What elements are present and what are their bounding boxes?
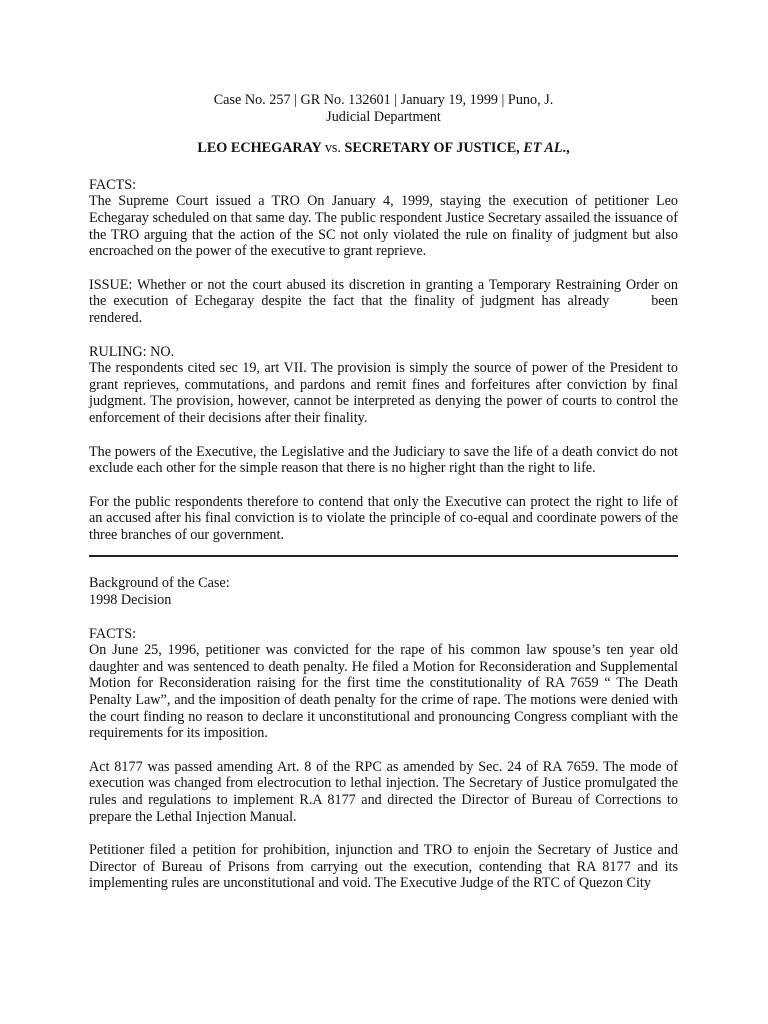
issue-text-b: been rendered. <box>89 293 678 326</box>
case-header <box>89 92 678 157</box>
ruling-paragraph: The respondents cited sec 19, art VII. The provision is simply the source of power of the President to grant reprieves, commutations, and pardons and remit fines and forfeitures after conviction by final judgment. The provision, however, cannot be interpreted as denying the power of courts to control the enforcement of their decisions after their finality. <box>89 360 678 426</box>
act-paragraph: Act 8177 was passed amending Art. 8 of the RPC as amended by Sec. 24 of RA 7659. The mode of execution was changed from electrocution to lethal injection. The Secretary of Justice promulgated the rules and regulations to implement R.A 8177 and directed the Director of Bureau of Corrections to prepare the Lethal Injection Manual. <box>89 758 678 825</box>
et-al: ET AL <box>523 140 563 157</box>
issue-text-a: ISSUE: Whether or not the court abused its discretion in granting a Temporary Restraining Order on the execution of Echegaray despite the fact that the finality of judgment has already <box>89 276 678 310</box>
section-divider <box>89 555 678 557</box>
document-body <box>89 92 678 892</box>
case-title <box>89 140 678 157</box>
respondent-name: SECRETARY OF JUSTICE, <box>344 140 520 157</box>
facts-paragraph-2: On June 25, 1996, petitioner was convicted for the rape of his common law spouse’s ten year old daughter and was sentenced to death penalty. He filed a Motion for Reconsideration and Supplemental Motion for Reconsideration raising for the first time the constitutionality of RA 7659 “ The Death Penalty Law”, and the imposition of death penalty for the crime of rape. The motions were denied with the court finding no reason to declare it unconstitutional and pronouncing Congress compliant with the requirements for its imposition. <box>89 642 678 742</box>
facts-label: FACTS: <box>89 176 137 193</box>
petitioner-name: LEO ECHEGARAY <box>197 140 322 157</box>
facts-label-2: FACTS: <box>89 625 137 642</box>
decision-label: 1998 Decision <box>89 592 172 609</box>
versus: vs. <box>324 140 341 157</box>
background-label: Background of the Case: <box>89 575 230 592</box>
case-line: Case No. 257 | GR No. 132601 | January 19, 1999 | Puno, J. <box>213 92 554 108</box>
powers-paragraph: The powers of the Executive, the Legislative and the Judiciary to save the life of a death convict do not exclude each other for the simple reason that there is no higher right than the right to life. <box>89 443 678 477</box>
petition-paragraph: Petitioner filed a petition for prohibition, injunction and TRO to enjoin the Secretary of Justice and Director of Bureau of Prisons from carrying out the execution, contending that RA 8177 and its implementing rules are unconstitutional and void. The Executive Judge of the RTC of Quezon City <box>89 842 678 892</box>
department-line: Judicial Department <box>326 108 441 125</box>
title-suffix: ., <box>562 140 570 157</box>
ruling-label: RULING: NO. <box>89 343 175 360</box>
issue-paragraph <box>89 277 678 327</box>
respondents-paragraph: For the public respondents therefore to contend that only the Executive can protect the right to life of an accused after his final conviction is to violate the principle of co-equal and coordinate powers of the three branches of our government. <box>89 493 678 543</box>
facts-paragraph: The Supreme Court issued a TRO On January 4, 1999, staying the execution of petitioner Leo Echegaray scheduled on that same day. The public respondent Justice Secretary assailed the issuance of the TRO arguing that the action of the SC not only violated the rule on finality of judgment but also encroached on the power of the executive to grant reprieve. <box>89 193 678 260</box>
